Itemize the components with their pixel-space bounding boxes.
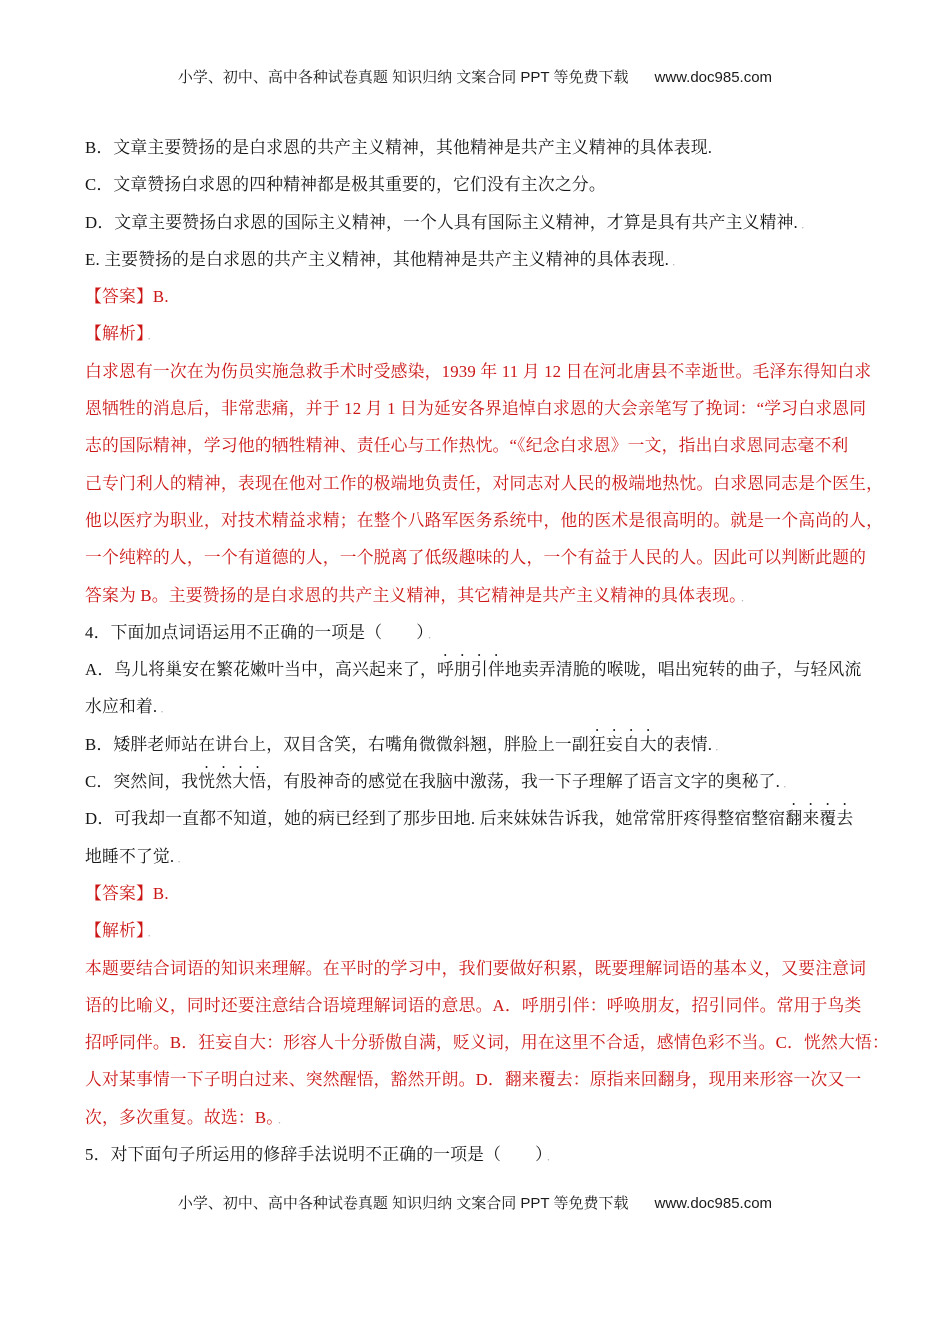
option-d-q4-line-1 (85, 800, 875, 837)
text-segment: 次，多次重复。故选：B。 (85, 1107, 275, 1127)
text-segment: 白求恩有一次在为伤员实施急救手术时受感染，1939 年 11 月 12 日在河北唐县不幸逝世。毛泽东得知白求 (85, 361, 872, 381)
document-body (85, 129, 889, 1173)
emphasis-dotted-text: 狂妄自大 (588, 734, 657, 754)
text-segment: 【答案】B. (85, 287, 169, 307)
analysis-q3-line-5 (85, 502, 884, 539)
text-segment: D．文章主要赞扬白求恩的国际主义精神，一个人具有国际主义精神，才算是具有共产主义精神. (85, 212, 798, 232)
option-d-q4-line-2 (85, 838, 875, 875)
text-segment: 地卖弄清脆的喉咙，唱出宛转的曲子，与轻风流 (504, 660, 862, 680)
text-segment: A．鸟儿将巢安在繁花嫩叶当中，高兴起来了， (85, 660, 437, 680)
paragraph-mark: ． (546, 1151, 558, 1164)
text-segment: 志的国际精神，学习他的牺牲精神、责任心与工作热忱。“《纪念白求恩》一文，指出白求恩同志毫不利 (85, 436, 849, 456)
text-segment: 地睡不了觉. (85, 846, 175, 866)
answer-q4 (85, 875, 875, 912)
analysis-q3-line-1 (85, 353, 875, 390)
paragraph-mark: ． (740, 591, 752, 604)
text-segment: 4．下面加点词语运用不正确的一项是（ ） (85, 622, 425, 642)
paragraph-mark: ． (800, 218, 813, 231)
paragraph-mark: ． (672, 255, 684, 268)
text-segment: E. 主要赞扬的是白求恩的共产主义精神，其他精神是共产主义精神的具体表现. (85, 249, 670, 269)
analysis-q3-line-6 (85, 539, 875, 576)
paragraph-mark: ． (147, 330, 159, 343)
paragraph-mark: ． (277, 1113, 289, 1126)
page-footer (0, 1192, 950, 1213)
text-segment: D．可我却一直都不知道，她的病已经到了那步田地. 后来妹妹告诉我，她常常肝疼得整宿整宿 (85, 809, 786, 829)
text-segment: 的表情. (656, 734, 713, 754)
text-segment: 招呼同伴。B．狂妄自大：形容人十分骄傲自满，贬义词，用在这里不合适，感情色彩不当。C．恍然大悟： (85, 1033, 889, 1053)
text-segment: 人对某事情一下子明白过来、突然醒悟，豁然开朗。D．翻来覆去：原指来回翻身，现用来形容一次又一 (85, 1070, 862, 1090)
analysis-q3-line-7 (85, 577, 875, 614)
header-text: 小学、初中、高中各种试卷真题 知识归纳 文案合同 PPT 等免费下载 (177, 69, 629, 86)
text-segment: 【解析】 (85, 324, 145, 344)
page-header (0, 66, 950, 87)
footer-url: www.doc985.com (654, 1195, 773, 1212)
paragraph-mark: ． (715, 740, 727, 753)
text-segment: 【解析】 (85, 921, 145, 941)
analysis-label-q4 (85, 912, 875, 949)
text-segment: 他以医疗为职业，对技术精益求精；在整个八路军医务系统中，他的医术是很高明的。就是一个高尚的人， (85, 510, 884, 530)
text-segment: 一个纯粹的人，一个有道德的人，一个脱离了低级趣味的人，一个有益于人民的人。因此可以判断此题的 (85, 548, 867, 568)
text-segment: 答案为 B。主要赞扬的是白求恩的共产主义精神，其它精神是共产主义精神的具体表现。 (85, 585, 738, 605)
text-segment: 水应和着. (85, 697, 158, 717)
analysis-q4-line-1 (85, 950, 875, 987)
option-b-q4 (85, 726, 875, 763)
analysis-q3-line-2 (85, 390, 875, 427)
question-5-stem (85, 1136, 875, 1173)
emphasis-dotted-text: 恍然大悟 (198, 772, 267, 792)
paragraph-mark: ． (177, 852, 189, 865)
option-a-q4-line-1 (85, 651, 875, 688)
analysis-q4-line-5 (85, 1099, 875, 1136)
text-segment: 【答案】B. (85, 883, 169, 903)
text-segment: 恩牺牲的消息后，非常悲痛，并于 12 月 1 日为延安各界追悼白求恩的大会亲笔写了挽词：“学习白求恩同 (85, 399, 867, 419)
text-segment: 5．对下面句子所运用的修辞手法说明不正确的一项是（ ） (85, 1145, 544, 1165)
text-segment: 己专门利人的精神，表现在他对工作的极端地负责任，对同志对人民的极端地热忱。白求恩同志是个医生， (85, 473, 884, 493)
header-url: www.doc985.com (654, 69, 773, 86)
text-segment: B．文章主要赞扬的是白求恩的共产主义精神，其他精神是共产主义精神的具体表现. (85, 138, 713, 157)
option-a-q4-line-2 (85, 688, 875, 725)
paragraph-mark: ． (783, 778, 795, 791)
text-segment: B．矮胖老师站在讲台上，双目含笑，右嘴角微微斜翘，胖脸上一副 (85, 734, 589, 754)
emphasis-dotted-text: 翻来覆去 (785, 809, 854, 829)
paragraph-mark: ． (427, 628, 440, 641)
analysis-q3-line-3 (85, 427, 875, 464)
paragraph-mark: ． (160, 703, 172, 716)
option-e-q3 (85, 241, 875, 278)
answer-q3 (85, 278, 875, 315)
question-4-stem (85, 614, 875, 651)
paragraph-mark: ． (147, 927, 159, 940)
option-d-q3 (85, 204, 875, 241)
analysis-q4-line-2 (85, 987, 875, 1024)
analysis-q4-line-3 (85, 1024, 889, 1061)
footer-text: 小学、初中、高中各种试卷真题 知识归纳 文案合同 PPT 等免费下载 (177, 1195, 629, 1212)
analysis-q3-line-4 (85, 465, 884, 502)
option-b-q3 (85, 129, 875, 166)
option-c-q4 (85, 763, 875, 800)
text-segment: 语的比喻义，同时还要注意结合语境理解词语的意思。A．呼朋引伴：呼唤朋友，招引同伴。常用于鸟类 (85, 995, 862, 1015)
text-segment: ，有股神奇的感觉在我脑中激荡，我一下子理解了语言文字的奥秘了. (266, 772, 781, 792)
analysis-q4-line-4 (85, 1061, 875, 1098)
option-c-q3 (85, 166, 875, 203)
text-segment: C．文章赞扬白求恩的四种精神都是极其重要的，它们没有主次之分。 (85, 175, 606, 195)
text-segment: 本题要结合词语的知识来理解。在平时的学习中，我们要做好积累，既要理解词语的基本义，又要注意词 (85, 958, 867, 978)
emphasis-dotted-text: 呼朋引伴 (436, 660, 505, 680)
text-segment: C．突然间，我 (85, 772, 199, 792)
analysis-label-q3 (85, 315, 875, 352)
